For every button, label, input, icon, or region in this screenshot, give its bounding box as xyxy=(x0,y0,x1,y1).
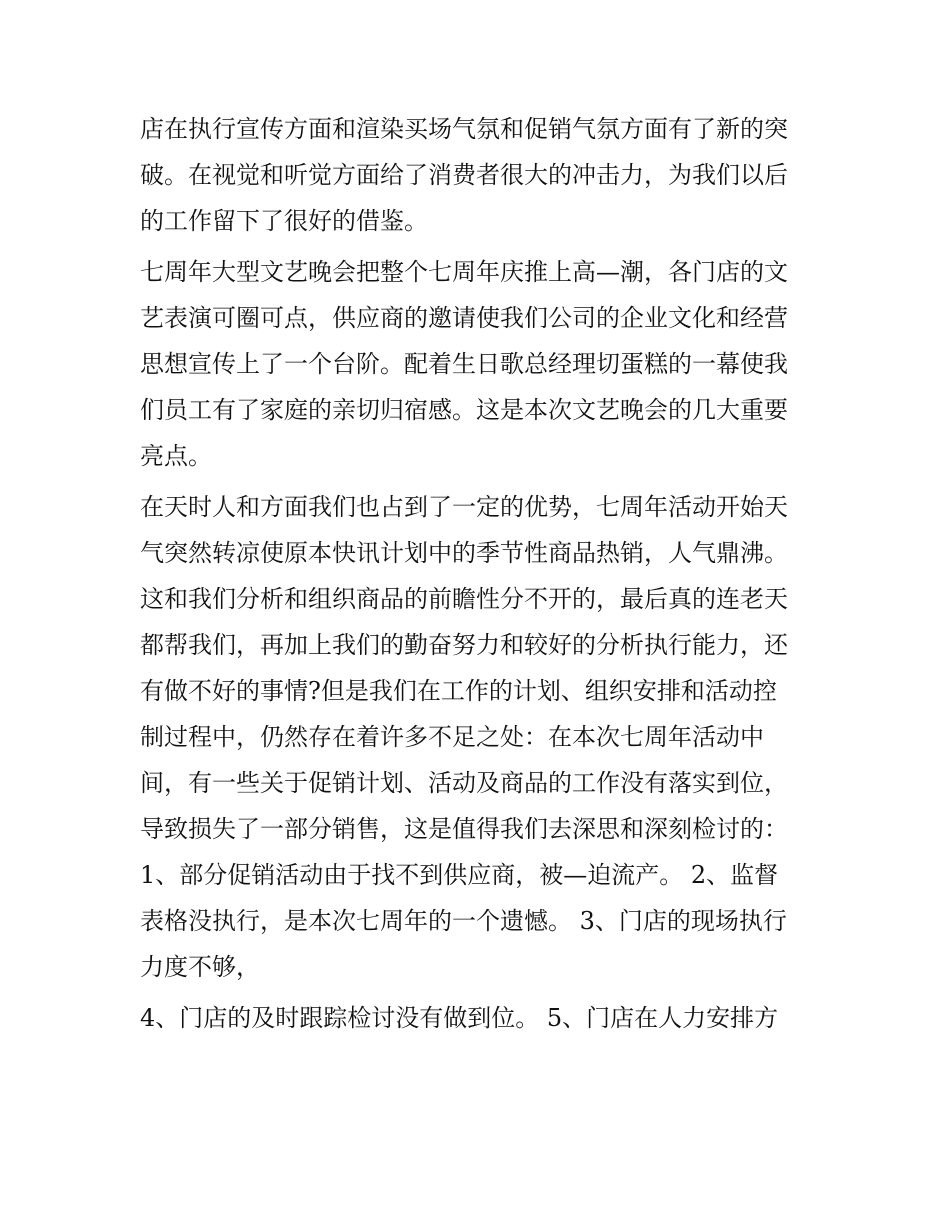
text-line: 表格没执行，是本次七周年的一个遗憾。 3、门店的现场执行 xyxy=(140,907,787,935)
paragraph-1 xyxy=(140,106,820,244)
text-line: 这和我们分析和组织商品的前瞻性分不开的，最后真的连老天 xyxy=(140,585,788,613)
text-line: 们员工有了家庭的亲切归宿感。这是本次文艺晚会的几大重要 xyxy=(140,396,788,424)
text-line: 1、部分促销活动由于找不到供应商，被—迫流产。 2、监督 xyxy=(140,861,779,889)
text-line: 4、门店的及时跟踪检讨没有做到位。 5、门店在人力安排方 xyxy=(140,1004,779,1032)
text-line: 气突然转凉使原本快讯计划中的季节性商品热销，人气鼎沸。 xyxy=(140,539,788,567)
text-line: 艺表演可圈可点，供应商的邀请使我们公司的企业文化和经营 xyxy=(140,304,788,332)
paragraph-4 xyxy=(140,995,820,1041)
text-line: 有做不好的事情?但是我们在工作的计划、组织安排和活动控 xyxy=(140,677,777,705)
text-line: 间，有一些关于促销计划、活动及商品的工作没有落实到位， xyxy=(140,769,788,797)
text-line: 的工作留下了很好的借鉴。 xyxy=(140,207,428,235)
text-line: 七周年大型文艺晚会把整个七周年庆推上高—潮，各门店的文 xyxy=(140,258,788,286)
text-line: 破。在视觉和听觉方面给了消费者很大的冲击力，为我们以后 xyxy=(140,161,788,189)
text-line: 思想宣传上了一个台阶。配着生日歌总经理切蛋糕的一幕使我 xyxy=(140,350,788,378)
paragraph-3 xyxy=(140,484,820,990)
text-line: 店在执行宣传方面和渲染买场气氛和促销气氛方面有了新的突 xyxy=(140,115,788,143)
document-body xyxy=(140,106,820,1041)
paragraph-2 xyxy=(140,249,820,479)
text-line: 导致损失了一部分销售，这是值得我们去深思和深刻检讨的： xyxy=(140,815,788,843)
text-line: 制过程中，仍然存在着许多不足之处：在本次七周年活动中 xyxy=(140,723,764,751)
text-line: 都帮我们，再加上我们的勤奋努力和较好的分析执行能力，还 xyxy=(140,631,788,659)
text-line: 在天时人和方面我们也占到了一定的优势，七周年活动开始天 xyxy=(140,493,788,521)
text-line: 力度不够， xyxy=(140,953,260,981)
text-line: 亮点。 xyxy=(140,442,212,470)
